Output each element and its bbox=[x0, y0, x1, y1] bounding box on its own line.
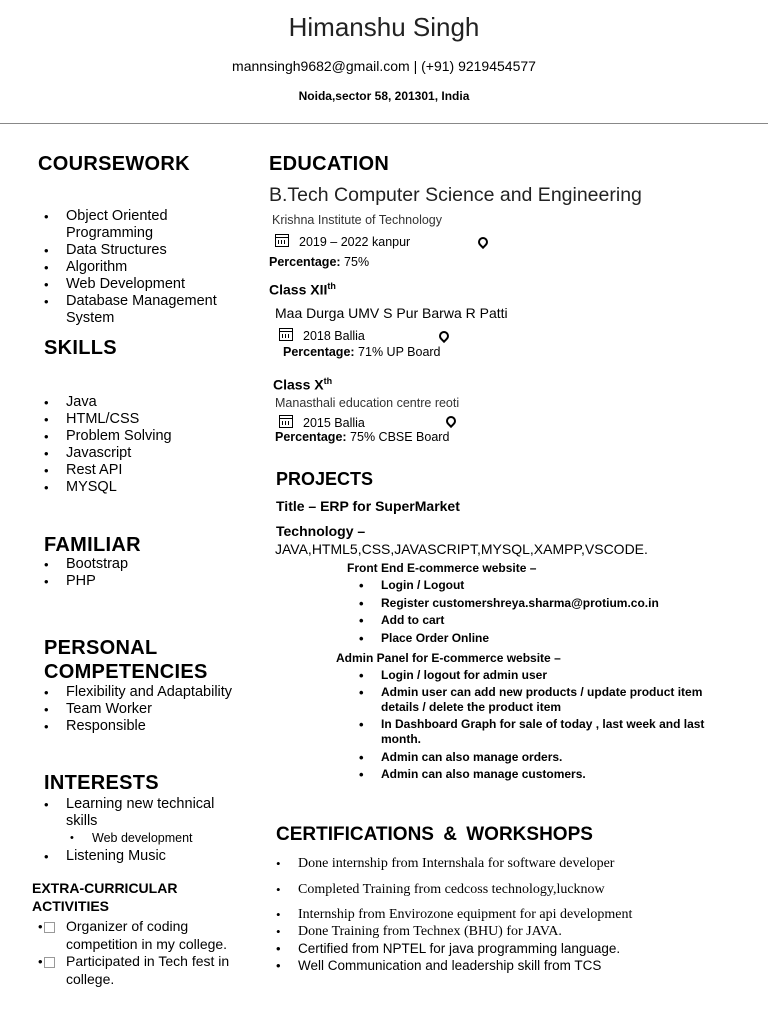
familiar-heading: FAMILIAR bbox=[44, 534, 141, 556]
location-pin-icon bbox=[476, 235, 490, 249]
contact-line: mannsingh9682@gmail.com | (+91) 9219454577 bbox=[232, 58, 536, 74]
list-item: • Place Order Online bbox=[353, 630, 737, 648]
list-item: • Add to cart bbox=[353, 612, 737, 630]
extracurricular-heading: EXTRA-CURRICULAR ACTIVITIES bbox=[32, 880, 178, 914]
list-item: • Javascript bbox=[38, 445, 238, 462]
frontend-section bbox=[347, 560, 737, 647]
class-xii-school: Maa Durga UMV S Pur Barwa R Patti bbox=[275, 305, 508, 321]
project-title: Title – ERP for SuperMarket bbox=[276, 498, 460, 514]
list-item: • Done internship from Internshala for software developer bbox=[270, 855, 740, 873]
list-item: • Learning new technical skills bbox=[38, 796, 238, 830]
list-item: • Login / logout for admin user bbox=[353, 667, 736, 685]
list-item: • Register customershreya.sharma@protium.co.in bbox=[353, 595, 737, 613]
list-item: • Admin user can add new products / update product item details / delete the product item bbox=[353, 685, 736, 715]
class-xii-dates-row: 2018 Ballia bbox=[279, 328, 459, 343]
degree-title: B.Tech Computer Science and Engineering bbox=[269, 184, 642, 206]
list-item: • Rest API bbox=[38, 462, 238, 479]
interests-list bbox=[38, 796, 238, 865]
list-item: • Participated in Tech fest in college. bbox=[32, 953, 242, 988]
list-item: • Listening Music bbox=[38, 848, 238, 865]
list-item: • Responsible bbox=[38, 718, 238, 735]
checkbox-icon bbox=[44, 922, 55, 933]
list-item: • Completed Training from cedcoss technology,lucknow bbox=[270, 881, 740, 899]
familiar-list bbox=[38, 556, 238, 590]
btech-percentage: Percentage: 75% bbox=[269, 255, 370, 269]
list-item: • Database Management System bbox=[38, 293, 238, 327]
address-line: Noida,sector 58, 201301, India bbox=[298, 89, 470, 103]
institute-name: Krishna Institute of Technology bbox=[272, 213, 443, 227]
location-pin-icon bbox=[444, 414, 458, 428]
candidate-name: Himanshu Singh bbox=[288, 12, 480, 42]
class-xii-heading: Class XIIth bbox=[269, 281, 336, 298]
list-item: • Algorithm bbox=[38, 259, 238, 276]
skills-list bbox=[38, 394, 238, 496]
list-item: • Well Communication and leadership skill from TCS bbox=[270, 957, 740, 974]
list-item: • Web Development bbox=[38, 276, 238, 293]
interests-heading: INTERESTS bbox=[44, 772, 159, 794]
projects-heading: PROJECTS bbox=[276, 469, 374, 489]
technology-stack: JAVA,HTML5,CSS,JAVASCRIPT,MYSQL,XAMPP,VSCODE. bbox=[275, 541, 648, 557]
certifications-list bbox=[270, 855, 740, 974]
competencies-heading: PERSONAL COMPETENCIES bbox=[44, 637, 208, 683]
checkbox-icon bbox=[44, 957, 55, 968]
list-item: • Problem Solving bbox=[38, 428, 238, 445]
list-item: • MYSQL bbox=[38, 479, 238, 496]
competencies-list bbox=[38, 684, 238, 735]
list-item: • Organizer of coding competition in my college. bbox=[32, 918, 242, 953]
header-divider bbox=[0, 123, 768, 124]
list-item: • Object Oriented Programming bbox=[38, 208, 238, 242]
coursework-heading: COURSEWORK bbox=[38, 153, 190, 175]
calendar-icon bbox=[279, 328, 293, 341]
list-item: • Internship from Envirozone equipment for api development bbox=[270, 906, 740, 923]
technology-label: Technology – bbox=[276, 523, 366, 539]
btech-dates-row: 2019 – 2022 kanpur bbox=[275, 234, 495, 249]
list-item: • PHP bbox=[38, 573, 238, 590]
calendar-icon bbox=[275, 234, 289, 247]
class-x-dates-row: 2015 Ballia bbox=[279, 415, 459, 430]
list-item: • Team Worker bbox=[38, 701, 238, 718]
list-item: • Admin can also manage orders. bbox=[353, 749, 736, 767]
list-item: • Java bbox=[38, 394, 238, 411]
list-item: • Web development bbox=[38, 830, 238, 846]
class-x-heading: Class Xth bbox=[273, 376, 333, 393]
admin-section bbox=[336, 650, 736, 784]
location-pin-icon bbox=[437, 329, 451, 343]
certifications-heading: CERTIFICATIONS & WORKSHOPS bbox=[276, 824, 593, 845]
list-item: • Done Training from Technex (BHU) for JAVA. bbox=[270, 923, 740, 940]
extracurricular-list bbox=[32, 918, 242, 988]
class-x-school: Manasthali education centre reoti bbox=[275, 396, 460, 410]
calendar-icon bbox=[279, 415, 293, 428]
admin-title: Admin Panel for E-commerce website – bbox=[336, 651, 561, 665]
education-heading: EDUCATION bbox=[269, 153, 390, 175]
frontend-title: Front End E-commerce website – bbox=[347, 561, 537, 575]
list-item: • Login / Logout bbox=[353, 577, 737, 595]
skills-heading: SKILLS bbox=[44, 337, 117, 359]
list-item: • Certified from NPTEL for java programming language. bbox=[270, 940, 740, 957]
list-item: • Flexibility and Adaptability bbox=[38, 684, 238, 701]
class-xii-percentage: Percentage: 71% UP Board bbox=[283, 345, 441, 359]
list-item: • Data Structures bbox=[38, 242, 238, 259]
list-item: • Bootstrap bbox=[38, 556, 238, 573]
list-item: • In Dashboard Graph for sale of today , last week and last month. bbox=[353, 717, 736, 747]
coursework-list bbox=[38, 208, 238, 327]
list-item: • Admin can also manage customers. bbox=[353, 766, 736, 784]
class-x-percentage: Percentage: 75% CBSE Board bbox=[275, 430, 450, 444]
list-item: • HTML/CSS bbox=[38, 411, 238, 428]
